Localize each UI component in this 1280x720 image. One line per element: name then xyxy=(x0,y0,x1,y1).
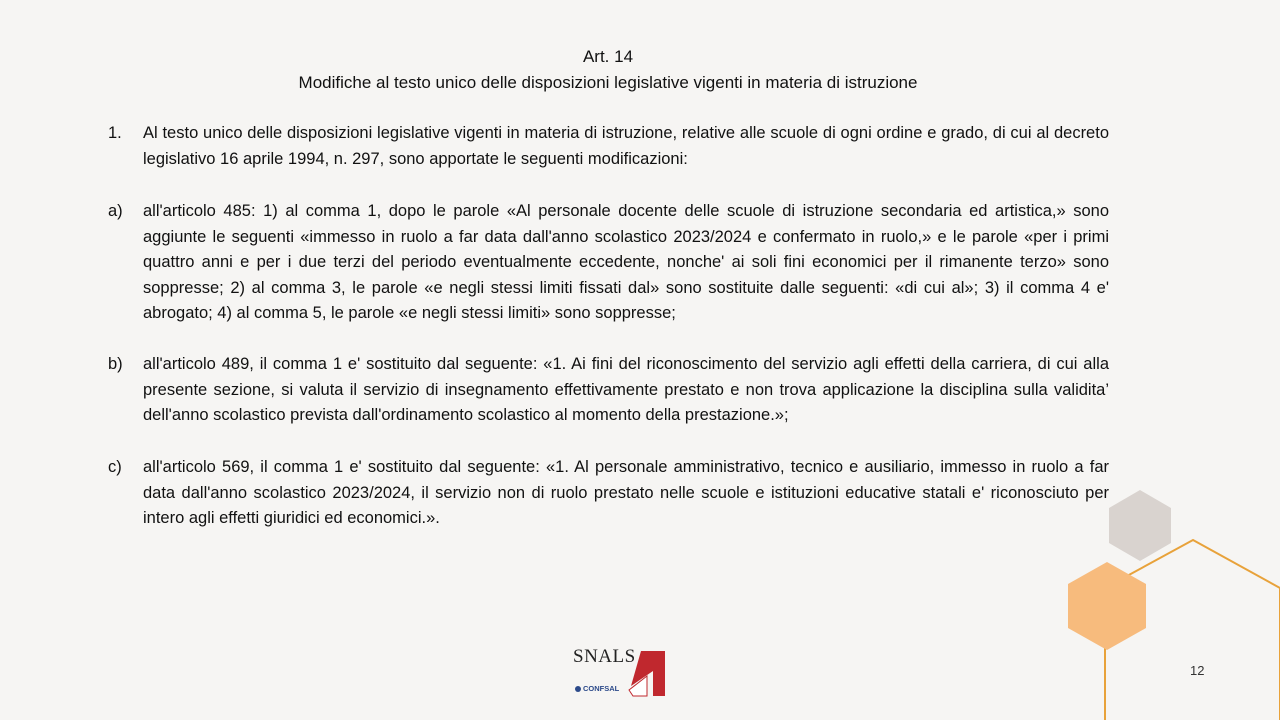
gray-hexagon xyxy=(1109,490,1171,561)
snals-logo xyxy=(571,646,671,700)
list-item-text: all'articolo 569, il comma 1 e' sostituito dal seguente: «1. Al personale amministrativo, tecnico e ausiliario, immesso in ruolo a far data dall'anno scolastico 2023/2024, il servizio non di ruolo prestato nelle scuole e istituzioni educative statali e' riconosciuto per intero agli effetti giuridici ed economici.». xyxy=(143,458,1109,528)
orange-hexagon xyxy=(1068,562,1146,650)
list-item-text: all'articolo 485: 1) al comma 1, dopo le parole «Al personale docente delle scuole di istruzione secondaria ed artistica,» sono aggiunte le seguenti «immesso in ruolo a far data dall'anno scolastico 2023/2024 e confermato in ruolo,» e le parole «per i primi quattro anni e per i due terzi del periodo eventualmente eccedente, nonche' ai soli fini economici per il rimanente terzo» sono soppresse; 2) al comma 3, le parole «e negli stessi limiti fissati dal» sono sostituite dalle seguenti: «di cui al»; 3) il comma 4 e' abrogato; 4) al comma 5, le parole «e negli stessi limiti» sono soppresse; xyxy=(143,202,1109,323)
logo-subtext xyxy=(575,684,619,693)
article-title: Modifiche al testo unico delle disposizioni legislative vigenti in materia di istruzione xyxy=(298,73,918,92)
logo-subtext-label: CONFSAL xyxy=(583,684,620,693)
list-marker: b) xyxy=(108,355,123,373)
list-marker: c) xyxy=(108,458,122,476)
logo-text: SNALS xyxy=(573,646,636,667)
list-marker: a) xyxy=(108,202,123,220)
confsal-icon xyxy=(575,686,581,692)
list-item-text: all'articolo 489, il comma 1 e' sostituito dal seguente: «1. Ai fini del riconoscimento del servizio agli effetti della carriera, di cui alla presente sezione, si valuta il servizio di insegnamento effettivamente prestato e non trova applicazione la disciplina sulla validita’ dell'anno scolastico prevista dall'ordinamento scolastico al momento della prestazione.»; xyxy=(143,355,1109,425)
list-marker: 1. xyxy=(108,124,122,142)
article-number: Art. 14 xyxy=(582,47,634,66)
list-item-text: Al testo unico delle disposizioni legislative vigenti in materia di istruzione, relative alle scuole di ogni ordine e grado, di cui al decreto legislativo 16 aprile 1994, n. 297, sono apportate le seguenti modificazioni: xyxy=(143,124,1109,168)
page-number: 12 xyxy=(1190,663,1205,678)
